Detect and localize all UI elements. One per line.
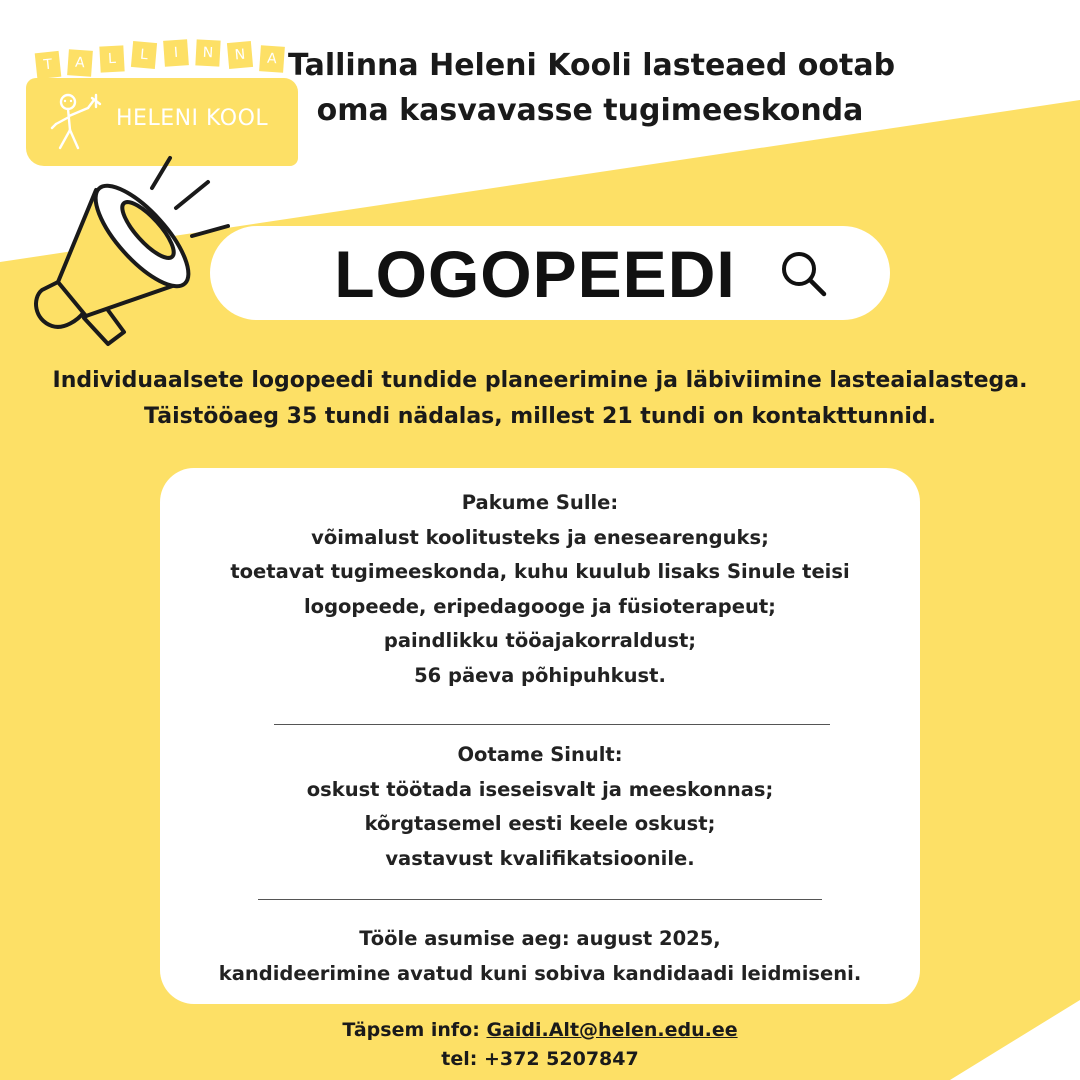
offer-item: võimalust koolitusteks ja enesearenguks;: [311, 525, 769, 549]
start-section: [160, 922, 920, 991]
application-status: kandideerimine avatud kuni sobiva kandidaadi leidmiseni.: [218, 961, 862, 985]
expect-item: kõrgtasemel eesti keele oskust;: [364, 812, 716, 835]
expect-heading: Ootame Sinult:: [457, 743, 623, 766]
logo-letter: I: [163, 39, 189, 67]
offer-heading: Pakume Sulle:: [461, 491, 619, 514]
logo-city-letters: [32, 40, 300, 80]
megaphone-icon: [24, 150, 234, 350]
logo-school-name: HELENI KOOL: [116, 106, 269, 131]
job-title-search-bar: [210, 226, 890, 320]
logo-letter: A: [67, 49, 93, 77]
logo-letter: T: [35, 51, 62, 79]
job-description: [20, 363, 1060, 435]
contact-info: [240, 1016, 840, 1074]
expect-section: [160, 738, 920, 876]
email-link[interactable]: Gaidi.Alt@helen.edu.ee: [486, 1019, 738, 1041]
logo-letter: N: [195, 39, 220, 66]
offer-item: logopeede, eripedagooge ja füsioterapeut;: [304, 594, 776, 618]
logo-letter: N: [227, 41, 253, 69]
job-title: LOGOPEEDI: [334, 237, 736, 311]
offer-item: 56 päeva põhipuhkust.: [414, 663, 666, 687]
expect-item: oskust töötada iseseisvalt ja meeskonnas;: [306, 777, 774, 801]
offer-item: paindlikku tööajakorraldust;: [383, 629, 697, 652]
offer-item: toetavat tugimeeskonda, kuhu kuulub lisaks Sinule teisi: [230, 560, 850, 583]
section-divider: [258, 899, 822, 900]
start-date: Tööle asumise aeg: august 2025,: [359, 927, 721, 950]
contact-phone: tel: +372 5207847: [441, 1048, 639, 1070]
stick-figure-icon: [48, 90, 108, 156]
logo-letter: L: [99, 45, 124, 72]
headline-line: Tallinna Heleni Kooli lasteaed ootab: [288, 48, 896, 83]
offer-section: [160, 486, 920, 693]
contact-email-line: [240, 1016, 840, 1045]
section-divider: [274, 724, 830, 725]
info-label: Täpsem info:: [342, 1019, 480, 1041]
headline-line: oma kasvavasse tugimeeskonda: [316, 93, 864, 128]
details-card: [160, 468, 920, 1004]
page-headline: [288, 43, 896, 133]
expect-item: vastavust kvalifikatsioonile.: [385, 846, 695, 870]
school-logo: [26, 40, 300, 168]
intro-line: Individuaalsete logopeedi tundide planeerimine ja läbiviimine lasteaialastega.: [52, 368, 1028, 393]
intro-line: Täistööaeg 35 tundi nädalas, millest 21 tundi on kontakttunnid.: [143, 404, 937, 429]
logo-letter: A: [259, 45, 285, 73]
search-icon: [778, 248, 830, 300]
logo-letter: L: [131, 41, 157, 69]
